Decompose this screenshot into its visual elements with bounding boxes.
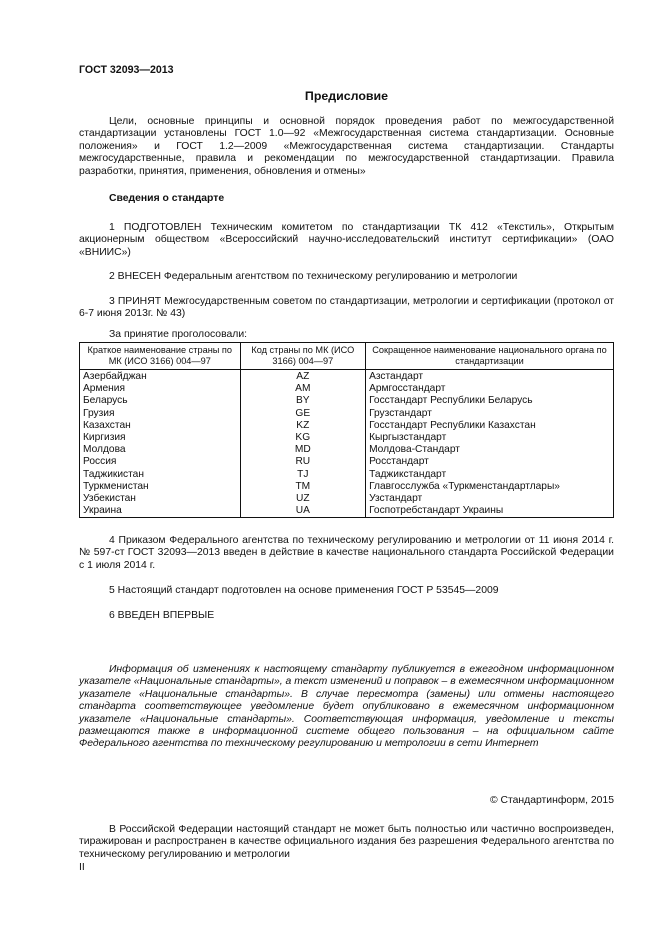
table-row	[80, 383, 614, 395]
table-row	[80, 444, 614, 456]
table-row	[80, 395, 614, 407]
country-cell: Туркменистан	[80, 481, 241, 493]
country-cell: Узбекистан	[80, 493, 241, 505]
item-1-paragraph: 1 ПОДГОТОВЛЕН Техническим комитетом по стандартизации ТК 412 «Текстиль», Открытым акционерным обществом «Всероссийский научно-исследовательский институт сертификации» (ОАО «ВНИИС»)	[79, 222, 614, 258]
country-cell: Казахстан	[80, 420, 241, 432]
code-cell: UZ	[240, 493, 366, 505]
body-cell: Молдова-Стандарт	[366, 444, 614, 456]
body-cell: Росстандарт	[366, 456, 614, 468]
table-row	[80, 456, 614, 468]
vote-label: За принятие проголосовали:	[109, 329, 248, 340]
item-6-paragraph: 6 ВВЕДЕН ВПЕРВЫЕ	[109, 610, 215, 621]
body-cell: Узстандарт	[366, 493, 614, 505]
table-header-body: Сокращенное наименование национального органа по стандартизации	[366, 343, 614, 370]
page-number: II	[79, 862, 85, 873]
country-cell: Армения	[80, 383, 241, 395]
country-cell: Молдова	[80, 444, 241, 456]
code-cell: TM	[240, 481, 366, 493]
country-cell: Беларусь	[80, 395, 241, 407]
body-cell: Госстандарт Республики Казахстан	[366, 420, 614, 432]
table-header-country: Краткое наименование страны по МК (ИСО 3166) 004—97	[80, 343, 241, 370]
code-cell: BY	[240, 395, 366, 407]
body-cell: Госпотребстандарт Украины	[366, 505, 614, 518]
item-2-paragraph: 2 ВНЕСЕН Федеральным агентством по техническому регулированию и метрологии	[109, 271, 518, 282]
country-cell: Грузия	[80, 408, 241, 420]
code-cell: RU	[240, 456, 366, 468]
body-cell: Госстандарт Республики Беларусь	[366, 395, 614, 407]
table-row	[80, 420, 614, 432]
country-cell: Украина	[80, 505, 241, 518]
table-row	[80, 493, 614, 505]
table-header-row	[80, 343, 614, 370]
code-cell: KG	[240, 432, 366, 444]
legal-notice-paragraph: В Российской Федерации настоящий стандарт не может быть полностью или частично воспроизведен, тиражирован и распространен в качестве официального издания без разрешения Федерального агентства по техническому регулированию и метрологии	[79, 824, 614, 860]
code-cell: AZ	[240, 370, 366, 384]
table-row	[80, 408, 614, 420]
voting-countries-table	[79, 342, 614, 518]
code-cell: KZ	[240, 420, 366, 432]
info-note-paragraph: Информация об изменениях к настоящему стандарту публикуется в ежегодном информационном указателе «Национальные стандарты», а текст изменений и поправок – в ежемесячном информационном указателе «Национальные стандарты». В случае пересмотра (замены) или отмены настоящего стандарта соответствующее уведомление будет опубликовано в ежемесячном информационном указателе «Национальные стандарты». Соответствующая информация, уведомление и тексты размещаются также в информационной системе общего пользования – на официальном сайте Федерального агентства по техническому регулированию и метрологии в сети Интернет	[79, 664, 614, 750]
table-row	[80, 432, 614, 444]
item-3-paragraph: 3 ПРИНЯТ Межгосударственным советом по стандартизации, метрологии и сертификации (протокол от 6-7 июня 2013г. № 43)	[79, 296, 614, 320]
item-5-paragraph: 5 Настоящий стандарт подготовлен на основе применения ГОСТ Р 53545—2009	[109, 585, 499, 596]
document-code-header: ГОСТ 32093—2013	[79, 64, 174, 76]
body-cell: Азстандарт	[366, 370, 614, 384]
country-cell: Киргизия	[80, 432, 241, 444]
table-row	[80, 469, 614, 481]
table-row	[80, 505, 614, 518]
item-4-paragraph: 4 Приказом Федерального агентства по техническому регулированию и метрологии от 11 июня 2014 г. № 597-ст ГОСТ 32093—2013 введен в действие в качестве национального стандарта Российской Федерации с 1 июля 2014 г.	[79, 535, 614, 571]
foreword-intro-paragraph: Цели, основные принципы и основной порядок проведения работ по межгосударственной стандартизации установлены ГОСТ 1.0—92 «Межгосударственная система стандартизации. Основные положения» и ГОСТ 1.2—2009 «Межгосударственная система стандартизации. Стандарты межгосударственные, правила и рекомендации по межгосударственной стандартизации. Правила разработки, принятия, применения, обновления и отмены»	[79, 116, 614, 177]
table-header-code: Код страны по МК (ИСО 3166) 004—97	[240, 343, 366, 370]
code-cell: GE	[240, 408, 366, 420]
country-cell: Россия	[80, 456, 241, 468]
page-title: Предисловие	[304, 89, 389, 103]
body-cell: Главгосслужба «Туркменстандартлары»	[366, 481, 614, 493]
body-cell: Кыргызстандарт	[366, 432, 614, 444]
code-cell: MD	[240, 444, 366, 456]
body-cell: Грузстандарт	[366, 408, 614, 420]
code-cell: AM	[240, 383, 366, 395]
body-cell: Таджикстандарт	[366, 469, 614, 481]
country-cell: Таджикистан	[80, 469, 241, 481]
section-title: Сведения о стандарте	[109, 193, 225, 204]
code-cell: TJ	[240, 469, 366, 481]
country-cell: Азербайджан	[80, 370, 241, 384]
copyright-notice: © Стандартинформ, 2015	[489, 795, 614, 806]
code-cell: UA	[240, 505, 366, 518]
table-row	[80, 481, 614, 493]
body-cell: Армгосстандарт	[366, 383, 614, 395]
table-row	[80, 370, 614, 384]
